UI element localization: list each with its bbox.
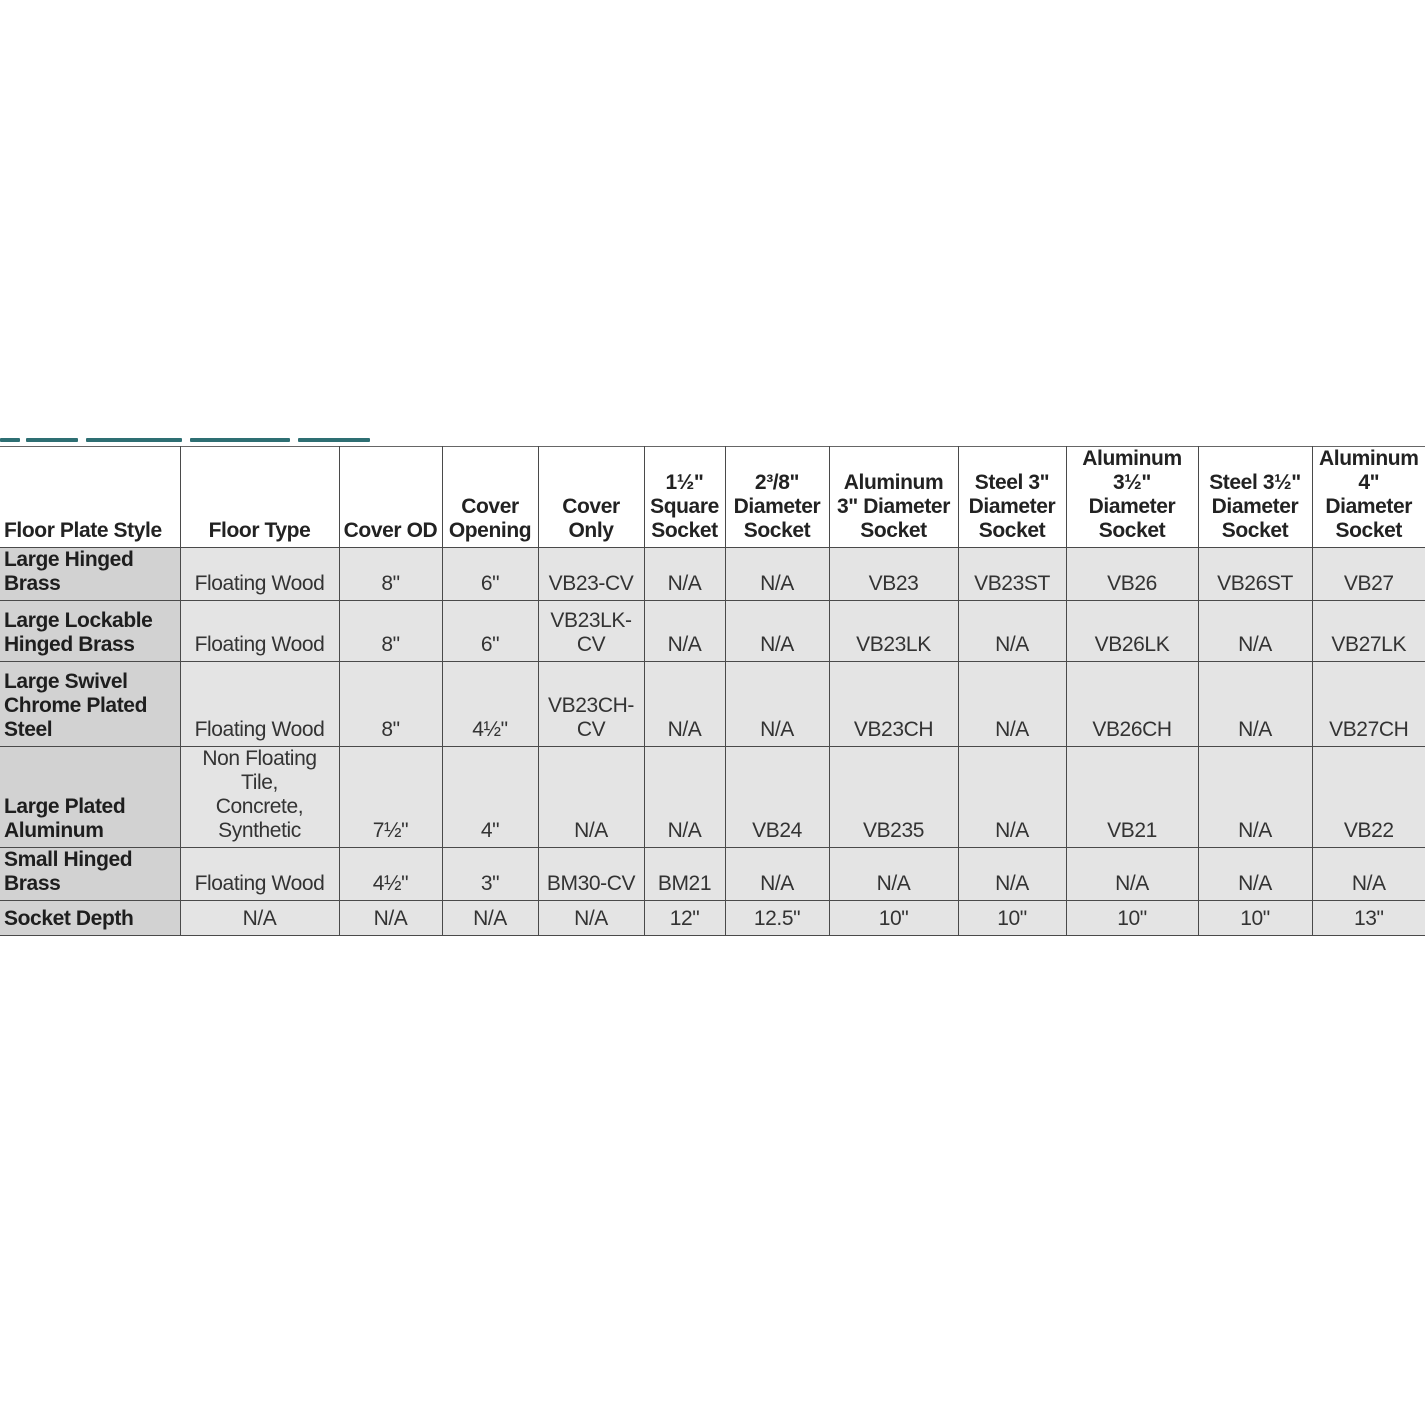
row-header: Small Hinged Brass (0, 848, 180, 901)
table-cell: VB23ST (958, 548, 1066, 601)
header-cell: Cover Only (538, 447, 644, 548)
header-cell: Aluminum 4" Diameter Socket (1312, 447, 1425, 548)
table-cell: 10" (829, 901, 958, 936)
table-cell: VB21 (1066, 747, 1198, 848)
cropped-title-remnant (0, 430, 372, 442)
table-cell: N/A (958, 662, 1066, 747)
table-cell: 4½" (442, 662, 538, 747)
table-cell: N/A (1066, 848, 1198, 901)
table-cell: VB23-CV (538, 548, 644, 601)
table-cell: Floating Wood (180, 548, 339, 601)
row-header: Large Hinged Brass (0, 548, 180, 601)
table-cell: N/A (644, 548, 725, 601)
row-header: Large Swivel Chrome Plated Steel (0, 662, 180, 747)
header-cell: Cover Opening (442, 447, 538, 548)
table-cell: N/A (725, 848, 829, 901)
table-cell: 7½" (339, 747, 442, 848)
row-header: Socket Depth (0, 901, 180, 936)
table-cell: N/A (1198, 747, 1312, 848)
table-cell: 4½" (339, 848, 442, 901)
table-cell: Floating Wood (180, 662, 339, 747)
table-cell: VB27LK (1312, 601, 1425, 662)
table-cell: 13" (1312, 901, 1425, 936)
table-cell: VB26 (1066, 548, 1198, 601)
table-cell: VB27 (1312, 548, 1425, 601)
table-cell: N/A (829, 848, 958, 901)
table-cell: 10" (958, 901, 1066, 936)
header-cell: 1½" Square Socket (644, 447, 725, 548)
header-cell: Aluminum 3½" Diameter Socket (1066, 447, 1198, 548)
table-cell: 6" (442, 548, 538, 601)
table-cell: VB23LK (829, 601, 958, 662)
table-cell: VB27CH (1312, 662, 1425, 747)
table-cell: N/A (725, 601, 829, 662)
table-row (0, 747, 1425, 848)
table-cell: N/A (538, 747, 644, 848)
header-cell: Steel 3" Diameter Socket (958, 447, 1066, 548)
table-cell: BM21 (644, 848, 725, 901)
table-cell: 10" (1066, 901, 1198, 936)
table-cell: 10" (1198, 901, 1312, 936)
table-cell: VB235 (829, 747, 958, 848)
table-cell: N/A (644, 601, 725, 662)
header-cell: Floor Type (180, 447, 339, 548)
table-cell: Non Floating Tile, Concrete, Synthetic (180, 747, 339, 848)
table-cell: N/A (958, 747, 1066, 848)
header-cell: Floor Plate Style (0, 447, 180, 548)
table-cell: 8" (339, 601, 442, 662)
table-cell: BM30-CV (538, 848, 644, 901)
table-cell: VB26ST (1198, 548, 1312, 601)
header-cell: 2³/8" Diameter Socket (725, 447, 829, 548)
table-cell: N/A (339, 901, 442, 936)
table-row (0, 601, 1425, 662)
header-row (0, 447, 1425, 548)
table-cell: VB26LK (1066, 601, 1198, 662)
table-cell: 4" (442, 747, 538, 848)
table-cell: VB26CH (1066, 662, 1198, 747)
table-cell: N/A (958, 601, 1066, 662)
table-cell: VB23LK-CV (538, 601, 644, 662)
table-cell: N/A (644, 662, 725, 747)
table-cell: N/A (1198, 601, 1312, 662)
table-cell: VB23CH-CV (538, 662, 644, 747)
table-cell: VB23CH (829, 662, 958, 747)
table-cell: Floating Wood (180, 848, 339, 901)
table-cell: VB23 (829, 548, 958, 601)
table-cell: Floating Wood (180, 601, 339, 662)
table-cell: 12.5" (725, 901, 829, 936)
table-cell: 6" (442, 601, 538, 662)
table-row (0, 548, 1425, 601)
table-cell: N/A (538, 901, 644, 936)
table-row (0, 662, 1425, 747)
selection-table (0, 446, 1425, 936)
table-cell: 8" (339, 548, 442, 601)
table-cell: N/A (644, 747, 725, 848)
floor-socket-selection-chart (0, 446, 1425, 936)
table-cell: 3" (442, 848, 538, 901)
table-cell: VB24 (725, 747, 829, 848)
header-cell: Steel 3½" Diameter Socket (1198, 447, 1312, 548)
table-cell: N/A (1198, 848, 1312, 901)
table-cell: VB22 (1312, 747, 1425, 848)
table-cell: 12" (644, 901, 725, 936)
table-row (0, 848, 1425, 901)
row-header: Large Lockable Hinged Brass (0, 601, 180, 662)
table-cell: N/A (1198, 662, 1312, 747)
table-cell: N/A (725, 548, 829, 601)
table-cell: N/A (725, 662, 829, 747)
table-cell: N/A (442, 901, 538, 936)
header-cell: Aluminum 3" Diameter Socket (829, 447, 958, 548)
table-cell: 8" (339, 662, 442, 747)
table-cell: N/A (180, 901, 339, 936)
table-cell: N/A (1312, 848, 1425, 901)
header-cell: Cover OD (339, 447, 442, 548)
table-cell: N/A (958, 848, 1066, 901)
table-row (0, 901, 1425, 936)
row-header: Large Plated Aluminum (0, 747, 180, 848)
